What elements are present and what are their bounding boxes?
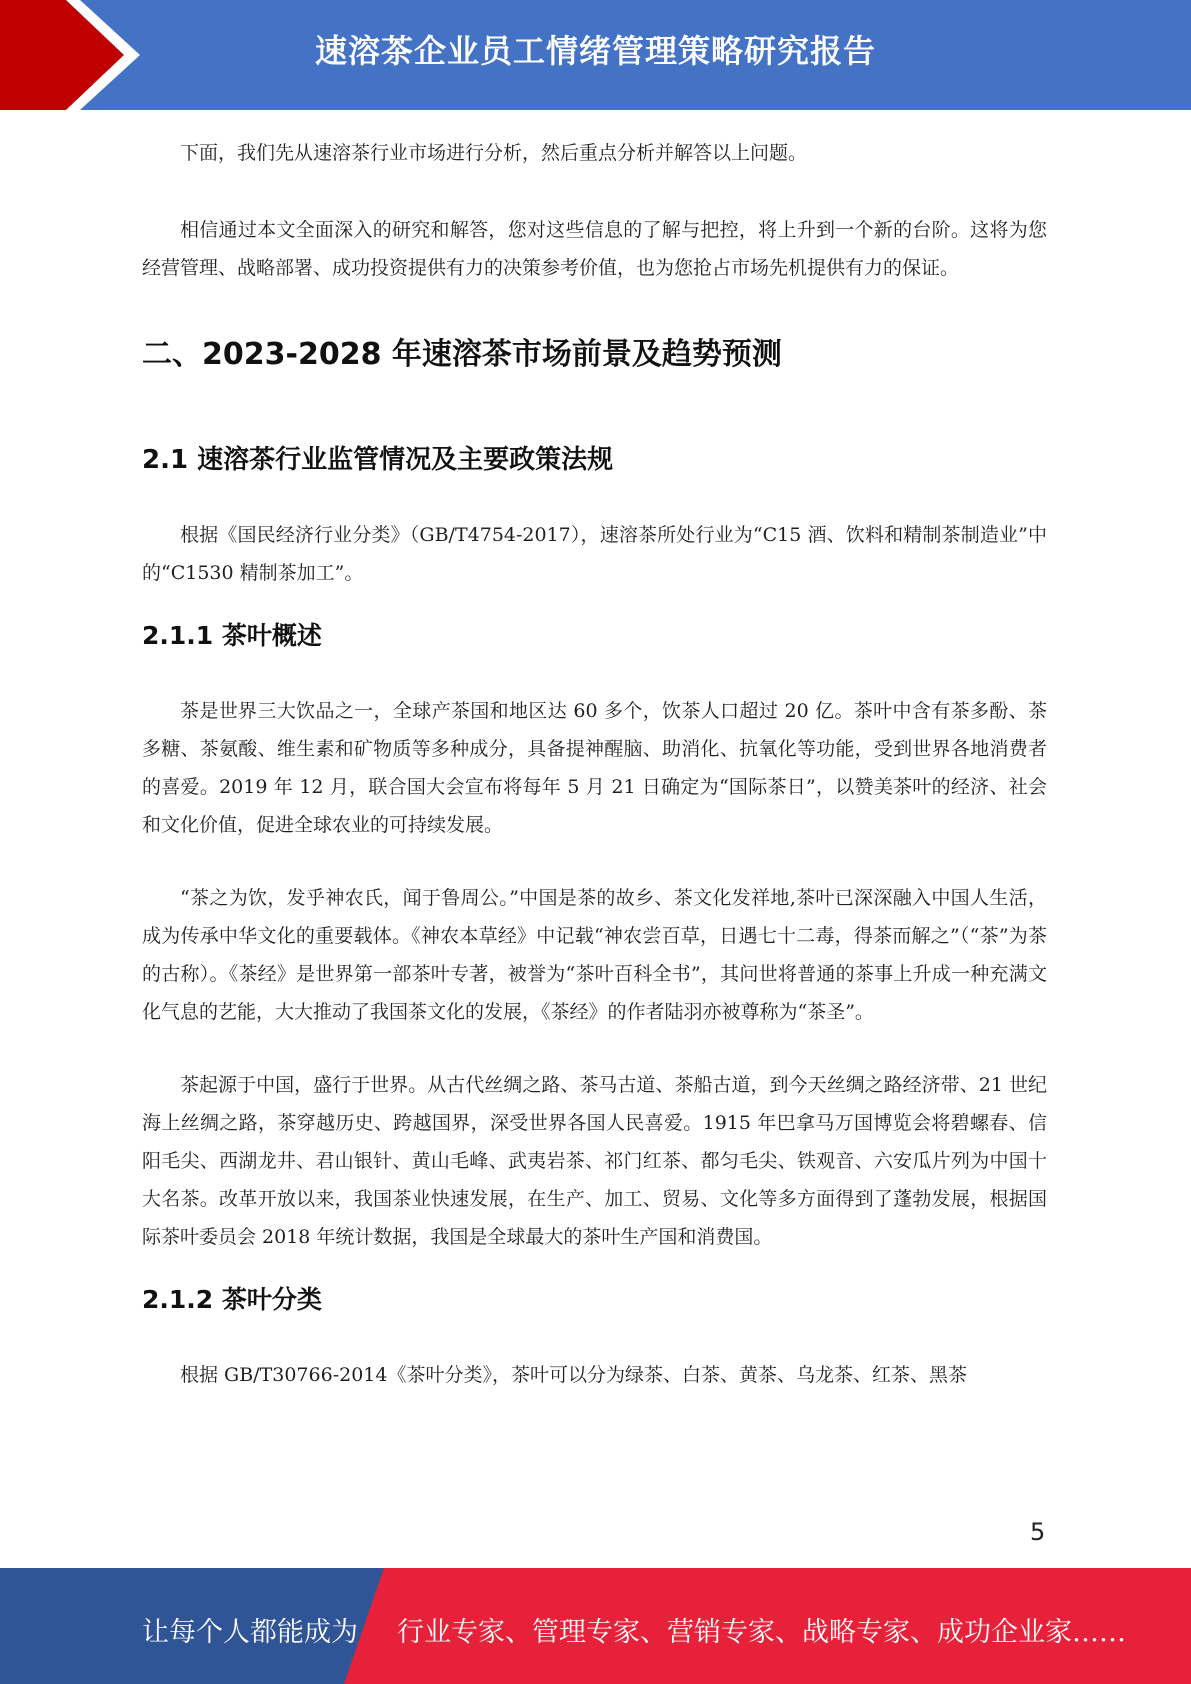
paragraph: 茶起源于中国，盛行于世界。从古代丝绸之路、茶马古道、茶船古道，到今天丝绸之路经济带、21 世纪海上丝绸之路，茶穿越历史、跨越国界，深受世界各国人民喜爱。1915 年巴拿马万国博览会将碧螺春、信阳毛尖、西湖龙井、君山银针、黄山毛峰、武夷岩茶、祁门红茶、都匀毛尖、铁观音、六安瓜片列为中国十大名茶。改革开放以来，我国茶业快速发展，在生产、加工、贸易、文化等多方面得到了蓬勃发展，根据国际茶叶委员会 2018 年统计数据，我国是全球最大的茶叶生产国和消费国。: [142, 1074, 1047, 1248]
subsubsection-heading: 2.1.1 茶叶概述: [142, 621, 322, 650]
section-heading: 二、2023-2028 年速溶茶市场前景及趋势预测: [142, 337, 782, 372]
subsubsection-heading: 2.1.2 茶叶分类: [142, 1285, 322, 1314]
paragraph: 根据《国民经济行业分类》（GB/T4754-2017），速溶茶所处行业为“C15 酒、饮料和精制茶制造业”中的“C1530 精制茶加工”。: [142, 524, 1047, 584]
page-number: 5: [1030, 1518, 1046, 1546]
footer-slogan-right: 行业专家、管理专家、营销专家、战略专家、成功企业家……: [397, 1617, 1126, 1648]
page-header: [0, 0, 1191, 110]
paragraph: 根据 GB/T30766-2014《茶叶分类》，茶叶可以分为绿茶、白茶、黄茶、乌龙茶、红茶、黑茶: [180, 1364, 967, 1386]
paragraph: 下面，我们先从速溶茶行业市场进行分析，然后重点分析并解答以上问题。: [180, 142, 808, 164]
subsection-heading: 2.1 速溶茶行业监管情况及主要政策法规: [142, 445, 614, 475]
paragraph: 相信通过本文全面深入的研究和解答，您对这些信息的了解与把控，将上升到一个新的台阶。这将为您经营管理、战略部署、成功投资提供有力的决策参考价值，也为您抢占市场先机提供有力的保证。: [142, 219, 1047, 279]
paragraph: “茶之为饮，发乎神农氏，闻于鲁周公。”中国是茶的故乡、茶文化发祥地,茶叶已深深融入中国人生活，成为传承中华文化的重要载体。《神农本草经》中记载“神农尝百草，日遇七十二毒，得茶而解之”（“茶”为茶的古称）。《茶经》是世界第一部茶叶专著，被誉为“茶叶百科全书”，其问世将普通的茶事上升成一种充满文化气息的艺能，大大推动了我国茶文化的发展，《茶经》的作者陆羽亦被尊称为“茶圣”。: [142, 887, 1047, 1023]
page-footer: [0, 1568, 1191, 1684]
footer-slogan-left: 让每个人都能成为: [142, 1617, 358, 1648]
header-title: 速溶茶企业员工情绪管理策略研究报告: [314, 32, 876, 70]
paragraph: 茶是世界三大饮品之一，全球产茶国和地区达 60 多个，饮茶人口超过 20 亿。茶叶中含有茶多酚、茶多糖、茶氨酸、维生素和矿物质等多种成分，具备提神醒脑、助消化、抗氧化等功能，受到世界各地消费者的喜爱。2019 年 12 月，联合国大会宣布将每年 5 月 21 日确定为“国际茶日”，以赞美茶叶的经济、社会和文化价值，促进全球农业的可持续发展。: [142, 700, 1047, 836]
document-body: [142, 130, 1047, 1394]
